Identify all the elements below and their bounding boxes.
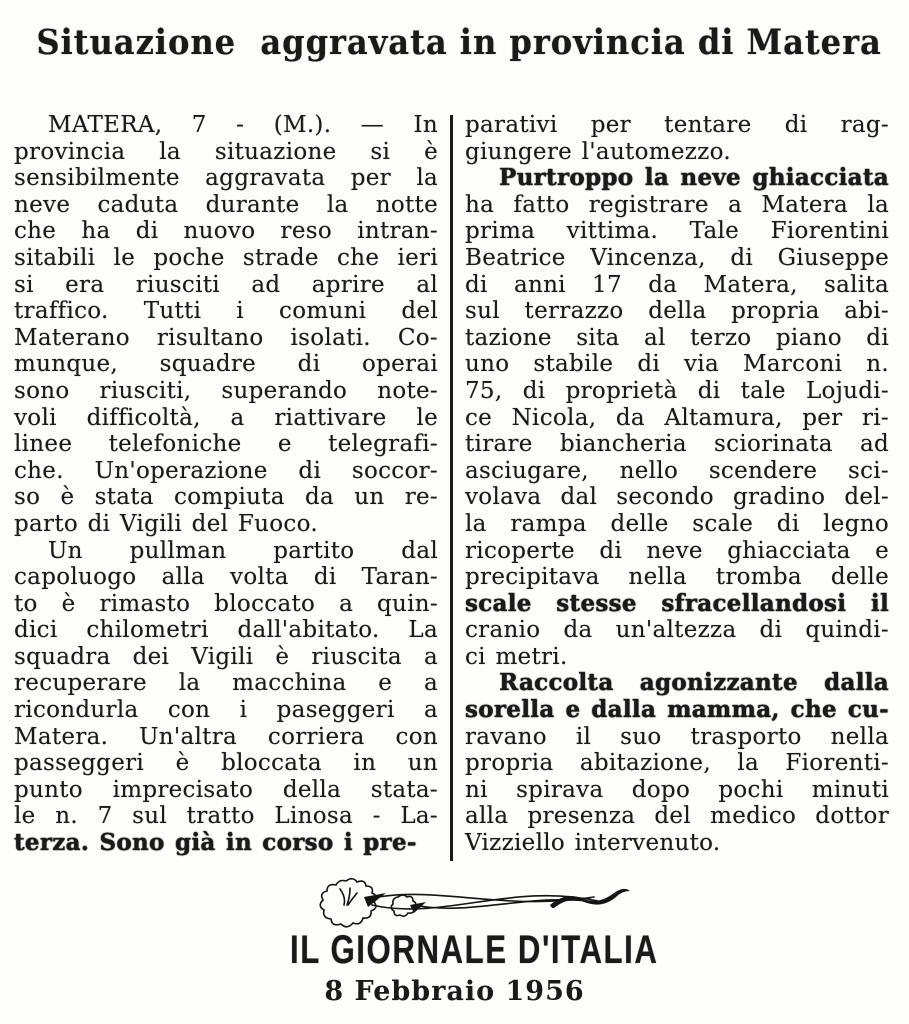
- text-line: recuperare la macchina e a: [14, 670, 438, 697]
- text-line: punto imprecisato della stata-: [14, 776, 438, 803]
- text-line: ricondurla con i paseggeri a: [14, 697, 438, 724]
- text-line: le n. 7 sul tratto Linosa - La-: [14, 803, 438, 830]
- carnation-flower-flourish-icon: [300, 874, 640, 928]
- text-line: volava dal secondo gradino del-: [465, 484, 889, 511]
- text-line: linee telefoniche e telegrafi-: [14, 431, 438, 458]
- text-line: che. Un'operazione di soccor-: [14, 457, 438, 484]
- text-line: giungere l'automezzo.: [465, 138, 731, 165]
- text-line: sul terrazzo della propria abi-: [465, 298, 889, 325]
- article-body: [14, 112, 895, 861]
- text-line: sitabili le poche strade che ieri: [14, 244, 438, 271]
- text-line: dici chilometri dall'abitato. La: [14, 617, 438, 644]
- text-line: prima vittima. Tale Fiorentini: [465, 218, 889, 245]
- text-line: munque, squadre di operai: [14, 351, 438, 378]
- text-line: sono riusciti, superando note-: [14, 377, 438, 404]
- text-line: ha fatto registrare a Matera la: [465, 191, 889, 218]
- text-line: Beatrice Vincenza, di Giuseppe: [465, 244, 889, 271]
- paragraph: [465, 112, 889, 165]
- text-line: 75, di proprietà di tale Lojudi-: [465, 377, 889, 404]
- text-line: asciugare, nello scendere sci-: [465, 457, 889, 484]
- article-headline: Situazione aggravata in provincia di Matera: [36, 22, 882, 63]
- text-line: traffico. Tutti i comuni del: [14, 298, 438, 325]
- text-line: tirare biancheria sciorinata ad: [465, 431, 889, 458]
- text-line: terza. Sono già in corso i pre-: [14, 829, 417, 857]
- text-line: ce Nicola, da Altamura, per ri-: [465, 404, 889, 431]
- text-line: alla presenza del medico dottor: [465, 803, 889, 830]
- text-line: parto di Vigili del Fuoco.: [14, 510, 318, 537]
- text-line: sensibilmente aggravata per la: [14, 165, 438, 192]
- text-line: precipitava nella tromba delle: [465, 564, 889, 591]
- text-line: squadra dei Vigili è riuscita a: [14, 643, 438, 670]
- text-line: provincia la situazione si è: [14, 138, 438, 165]
- text-line: la rampa delle scale di legno: [465, 510, 889, 537]
- text-line: uno stabile di via Marconi n.: [465, 351, 889, 378]
- left-column: [14, 112, 438, 857]
- text-line: parativi per tentare di rag-: [465, 112, 889, 138]
- paragraph: [14, 112, 438, 538]
- newspaper-masthead: IL GIORNALE D'ITALIA: [290, 928, 659, 972]
- text-line: so è stata compiuta da un re-: [14, 484, 438, 511]
- column-divider-rule: [450, 115, 453, 861]
- text-line: sorella e dalla mamma, che cu-: [465, 696, 889, 724]
- paragraph: [14, 538, 438, 857]
- text-line: scale stesse sfracellandosi il: [465, 589, 889, 617]
- text-line: MATERA, 7 - (M.). — In: [48, 112, 438, 138]
- text-line: voli difficoltà, a riattivare le: [14, 404, 438, 431]
- text-line: che ha di nuovo reso intran-: [14, 218, 438, 245]
- text-line: di anni 17 da Matera, salita: [465, 271, 889, 298]
- text-line: Purtroppo la neve ghiacciata: [499, 164, 889, 192]
- text-line: ravano il suo trasporto nella: [465, 723, 889, 750]
- text-line: Raccolta agonizzante dalla: [499, 669, 889, 697]
- paragraph: [465, 165, 889, 670]
- right-column: [465, 112, 889, 857]
- text-line: ricoperte di neve ghiacciata e: [465, 537, 889, 564]
- text-line: cranio da un'altezza di quindi-: [465, 617, 889, 644]
- text-line: tazione sita al terzo piano di: [465, 324, 889, 351]
- text-line: ci metri.: [465, 643, 568, 670]
- text-line: si era riusciti ad aprire al: [14, 271, 438, 298]
- text-line: passeggeri è bloccata in un: [14, 750, 438, 777]
- clipping-footer: [0, 874, 909, 1007]
- text-line: to è rimasto bloccato a quin-: [14, 590, 438, 617]
- text-line: propria abitazione, la Fiorenti-: [465, 750, 889, 777]
- text-line: Vizziello intervenuto.: [465, 830, 721, 857]
- text-line: neve caduta durante la notte: [14, 191, 438, 218]
- text-line: Materano risultano isolati. Co-: [14, 324, 438, 351]
- text-line: Matera. Un'altra corriera con: [14, 723, 438, 750]
- text-line: capoluogo alla volta di Taran-: [14, 564, 438, 591]
- publication-date: 8 Febbraio 1956: [324, 976, 585, 1007]
- text-line: Un pullman partito dal: [48, 537, 438, 564]
- text-line: ni spirava dopo pochi minuti: [465, 776, 889, 803]
- paragraph: [465, 670, 889, 856]
